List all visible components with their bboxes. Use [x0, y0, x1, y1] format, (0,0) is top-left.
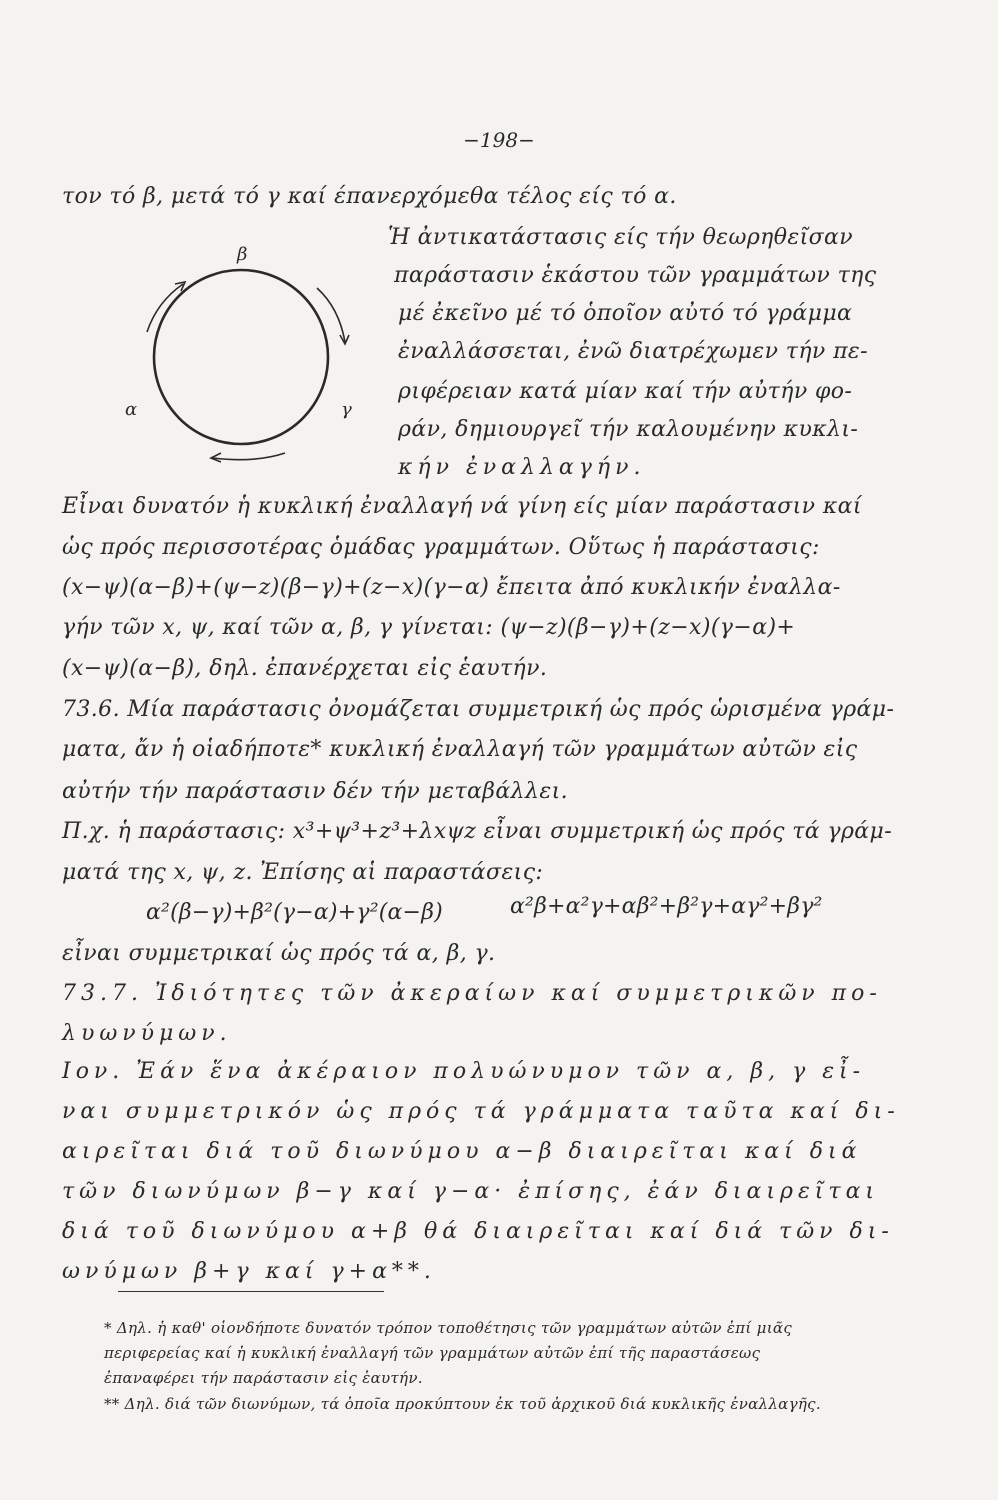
text-line-20: εἶναι συμμετρικαί ὡς πρός τά α, β, γ. [62, 941, 496, 966]
text-line-24: ναι συμμετρικόν ὡς πρός τά γράμματα ταῦτα καί δι- [62, 1099, 900, 1124]
text-line-01: τον τό β, μετά τό γ καί έπανερχόμεθα τέλος είς τό α. [62, 184, 677, 209]
arrow-beta-to-gamma [317, 288, 345, 342]
text-line-05: ἐναλλάσσεται, ἐνῶ διατρέχωμεν τήν πε- [398, 339, 868, 364]
text-line-23: Ιον. Ἐάν ἕνα ἀκέραιον πολυώνυμον τῶν α, β, γ εἶ- [62, 1059, 866, 1084]
text-line-22: λυωνύμων. [62, 1021, 232, 1046]
arrow-gamma-to-alpha-head [211, 453, 221, 462]
text-line-28: ωνύμων β+γ καί γ+α**. [62, 1259, 436, 1284]
text-line-07: ράν, δημιουργεῖ τήν καλουμένην κυκλι- [398, 417, 859, 442]
text-line-26: τῶν διωνύμων β−γ καί γ−α· ἐπίσης, ἐάν διαιρεῖται [62, 1179, 880, 1204]
text-line-15: ματα, ἄν ἡ οἱαδήποτε* κυκλική ἐναλλαγή τῶν γραμμάτων αὐτῶν εἰς [62, 737, 858, 762]
text-line-16: αὐτήν τήν παράστασιν δέν τήν μεταβάλλει. [62, 779, 568, 804]
text-line-09: Εἶναι δυνατόν ἡ κυκλική ἐναλλαγή νά γίνη είς μίαν παράστασιν καί [62, 494, 862, 519]
text-line-03: παράστασιν ἑκάστου τῶν γραμμάτων της [394, 263, 877, 288]
text-line-08: κήν ἐναλλαγήν. [398, 455, 646, 480]
text-line-11: (x−ψ)(α−β)+(ψ−z)(β−γ)+(z−x)(γ−α) ἔπειτα ἀπό κυκλικήν ἐναλλα- [62, 575, 841, 600]
footnote-1-line-2: περιφερείας καί ἡ κυκλική ἐναλλαγή τῶν γραμμάτων αὐτῶν ἐπί τῆς παραστάσεως [104, 1344, 761, 1362]
section-heading-73-7: 73.7. Ἰδιότητες τῶν ἀκεραίων καί συμμετρικῶν πο- [62, 981, 882, 1006]
footnote-1-line-1: * Δηλ. ἡ καθ' οἱονδήποτε δυνατόν τρόπον τοποθέτησις τῶν γραμμάτων αὐτῶν ἐπί μιᾶς [104, 1319, 793, 1337]
label-beta: β [237, 244, 248, 265]
text-line-18: ματά της x, ψ, z. Ἐπίσης αἱ παραστάσεις: [62, 860, 544, 885]
text-line-04: μέ ἐκεῖνο μέ τό ὁποῖον αὐτό τό γράμμα [398, 301, 853, 326]
text-line-12: γήν τῶν x, ψ, καί τῶν α, β, γ γίνεται: (ψ−z)(β−γ)+(z−x)(γ−α)+ [62, 615, 796, 640]
cyclic-permutation-circle-icon [95, 240, 385, 480]
text-line-14: 73.6. Μία παράστασις ὀνομάζεται συμμετρική ὡς πρός ὡρισμένα γράμ- [62, 697, 895, 722]
page-number: −198− [463, 128, 535, 152]
footnote-2: ** Δηλ. διά τῶν διωνύμων, τά ὁποῖα προκύπτουν ἐκ τοῦ ἀρχικοῦ διά κυκλικῆς ἐναλλαγῆς. [104, 1395, 821, 1413]
equation-right: α²β+α²γ+αβ²+β²γ+αγ²+βγ² [510, 894, 823, 919]
text-line-25: αιρεῖται διά τοῦ διωνύμου α−β διαιρεῖται καί διά [62, 1139, 862, 1164]
text-line-17: Π.χ. ἡ παράστασις: x³+ψ³+z³+λxψz εἶναι συμμετρική ὡς πρός τά γράμ- [62, 819, 893, 844]
text-line-06: ριφέρειαν κατά μίαν καί τήν αὐτήν φο- [398, 379, 853, 404]
text-line-13: (x−ψ)(α−β), δηλ. ἐπανέρχεται εἰς ἑαυτήν. [62, 656, 548, 681]
equation-left: α²(β−γ)+β²(γ−α)+γ²(α−β) [146, 900, 443, 925]
footnote-1-line-3: ἐπαναφέρει τήν παράστασιν εἰς ἑαυτήν. [104, 1369, 423, 1387]
text-line-10: ὡς πρός περισσοτέρας ὁμάδας γραμμάτων. Οὕτως ἡ παράστασις: [62, 535, 820, 560]
text-line-02: Ἡ ἀντικατάστασις είς τήν θεωρηθεῖσαν [388, 225, 854, 250]
footnote-divider [118, 1291, 384, 1292]
text-line-27: διά τοῦ διωνύμου α+β θά διαιρεῖται καί διά τῶν δι- [62, 1219, 894, 1244]
cyclic-permutation-diagram [95, 240, 385, 480]
permutation-circle [154, 270, 328, 444]
label-alpha: α [125, 399, 138, 420]
arrow-alpha-to-beta [147, 284, 183, 332]
arrow-gamma-to-alpha [213, 453, 285, 460]
label-gamma: γ [341, 399, 352, 420]
